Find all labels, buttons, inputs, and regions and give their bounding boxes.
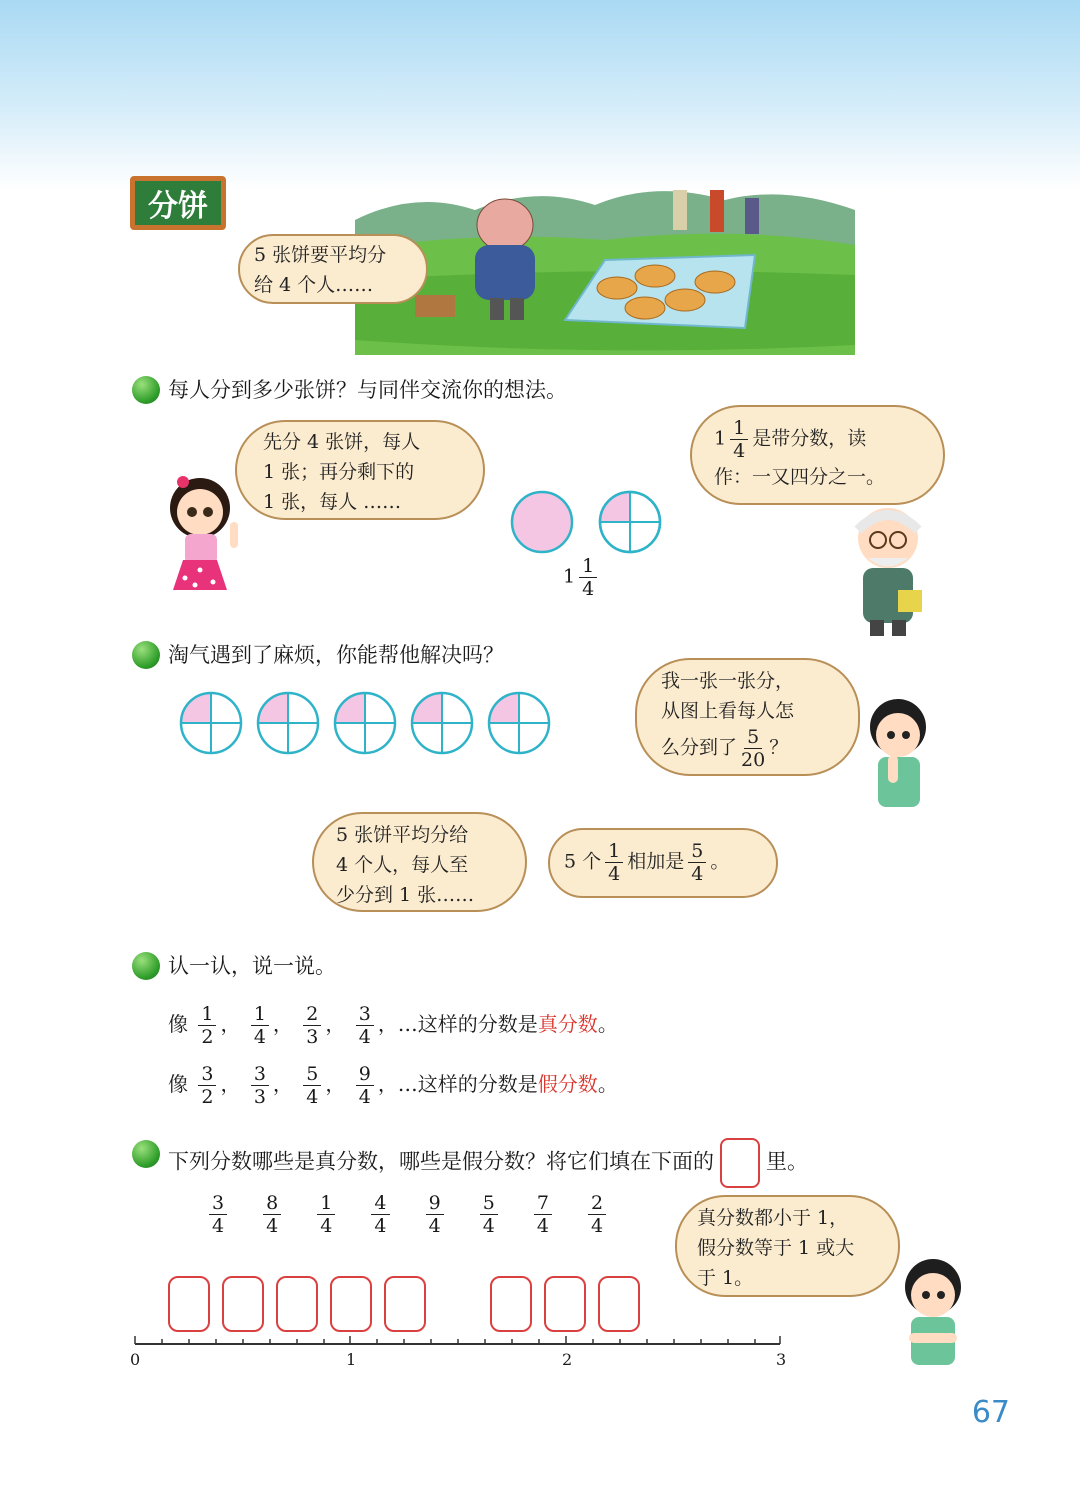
fraction-numerator: 7 [534,1192,552,1215]
fraction-numerator: 1 [198,1003,216,1026]
exercise-fraction-1 [209,1192,227,1237]
fraction-denominator: 4 [374,1215,387,1237]
fraction-denominator: 4 [733,440,746,462]
number-line-label-1: 1 [346,1350,357,1369]
fraction-denominator: 2 [201,1026,214,1048]
boy2-character [895,1255,975,1370]
mid-speech-bubble-right [548,828,778,898]
fraction-numerator: 1 [605,840,623,863]
improper-line-pre: 像 [168,1072,188,1096]
teacher-fraction [730,417,748,462]
improper-fraction-line: 像 $\frac{3}{2}$ ， $\frac{3}{3}$ ， $\frac{5}{4}$ ， $\frac{9}{4}$ ，…这样的分数是假分数。 [168,1063,618,1108]
boy-speech-line3-post: ？ [769,736,789,759]
mixed-fraction [579,555,597,600]
fraction-denominator: 4 [306,1086,319,1108]
mid-right-fraction-2 [688,840,706,885]
exercise-fraction-8 [588,1192,606,1237]
bullet-icon [132,376,160,404]
boy-speech-line1: 我一张一张分， [661,670,795,692]
proper-fraction-2 [251,1003,269,1048]
number-line-label-2: 2 [562,1350,573,1369]
fraction-denominator: 4 [482,1215,495,1237]
mid-left-line3: 少分到 1 张…… [336,884,475,906]
improper-fraction-4 [356,1063,374,1108]
fraction-numerator: 9 [356,1063,374,1086]
boy2-speech-line1: 真分数都小于 1， [697,1207,849,1229]
fraction-denominator: 3 [253,1086,266,1108]
answer-box-5[interactable] [384,1276,426,1332]
teacher-line1-rest: 是带分数，读 [752,427,867,450]
improper-fraction-3 [303,1063,321,1108]
fraction-numerator: 1 [730,417,748,440]
fraction-numerator: 8 [263,1192,281,1215]
answer-box-8[interactable] [598,1276,640,1332]
mid-right-mid: 相加是 [627,850,685,873]
fraction-denominator: 4 [536,1215,549,1237]
boy2-speech-bubble [675,1195,900,1297]
fraction-denominator: 4 [608,863,621,885]
boy2-speech-line2: 假分数等于 1 或大 [697,1237,855,1259]
exercise-fraction-2 [263,1192,281,1237]
story-illustration [355,180,855,355]
fraction-denominator: 4 [253,1026,266,1048]
fraction-numerator: 3 [251,1063,269,1086]
boy-fraction [741,726,765,771]
answer-box-7[interactable] [544,1276,586,1332]
proper-line-end: 。 [597,1012,618,1036]
exercise-fraction-3 [317,1192,335,1237]
fraction-denominator: 4 [691,863,704,885]
girl-speech-line2: 1 张；再分剩下的 [263,461,415,483]
teacher-character [838,500,938,640]
improper-fraction-2 [251,1063,269,1108]
bullet-icon [132,952,160,980]
answer-box-sample [720,1138,760,1188]
mid-right-fraction-1 [605,840,623,885]
fraction-numerator: 3 [198,1063,216,1086]
exercise-fractions [205,1192,610,1237]
improper-line-end: 。 [597,1072,618,1096]
improper-line-post: ，…这样的分数是 [377,1072,538,1096]
mid-right-pre: 5 个 [564,850,602,873]
proper-fraction-3 [303,1003,321,1048]
question-3: 认一认，说一说。 [168,954,336,978]
fraction-numerator: 5 [480,1192,498,1215]
boy-speech-line2: 从图上看每人怎 [661,700,795,722]
girl-speech-bubble [235,420,485,520]
fraction-numerator: 5 [744,726,762,749]
question-2: 淘气遇到了麻烦，你能帮他解决吗？ [168,643,504,667]
number-line [130,1334,790,1374]
fraction-denominator: 4 [358,1086,371,1108]
answer-box-4[interactable] [330,1276,372,1332]
boy-speech-bubble [635,658,860,776]
section-title: 分饼 [130,176,226,230]
girl-character [155,470,255,605]
fraction-numerator: 5 [688,840,706,863]
question-4-end: 里。 [766,1149,808,1174]
mixed-number-circles [508,488,663,556]
fraction-denominator: 2 [201,1086,214,1108]
number-line-label-3: 3 [776,1350,787,1369]
bullet-icon [132,641,160,669]
fraction-numerator: 9 [426,1192,444,1215]
sky-background [0,0,1080,190]
fraction-denominator: 4 [428,1215,441,1237]
exercise-fraction-6 [480,1192,498,1237]
proper-fraction-line: 像 $\frac{1}{2}$ ， $\frac{1}{4}$ ， $\frac{2}{3}$ ， $\frac{3}{4}$ ，…这样的分数是真分数。 [168,1003,618,1048]
mid-left-line1: 5 张饼平均分给 [336,824,469,846]
bullet-icon [132,1140,160,1168]
fraction-numerator: 4 [371,1192,389,1215]
boy2-speech-line3: 于 1。 [697,1267,754,1289]
fraction-numerator: 1 [317,1192,335,1215]
fraction-denominator: 4 [582,578,595,600]
question-4 [168,1138,808,1188]
proper-line-post: ，…这样的分数是 [377,1012,538,1036]
proper-fraction-term: 真分数 [537,1012,598,1036]
fraction-denominator: 4 [358,1026,371,1048]
pig-speech-bubble [238,234,428,304]
proper-fraction-4 [356,1003,374,1048]
exercise-fraction-4 [371,1192,389,1237]
fraction-denominator: 4 [320,1215,333,1237]
boy-character [860,695,940,815]
fraction-numerator: 3 [209,1192,227,1215]
pig-speech-line1: 5 张饼要平均分 [254,244,387,266]
fraction-denominator: 3 [306,1026,319,1048]
mid-speech-bubble-left [312,812,527,912]
exercise-fraction-7 [534,1192,552,1237]
answer-box-3[interactable] [276,1276,318,1332]
answer-box-2[interactable] [222,1276,264,1332]
teacher-line2: 作：一又四分之一。 [714,466,886,488]
girl-speech-line1: 先分 4 张饼，每人 [263,431,421,453]
number-line-label-0: 0 [130,1350,141,1369]
fraction-numerator: 3 [356,1003,374,1026]
fraction-denominator: 20 [741,749,766,771]
teacher-speech-bubble [690,405,945,505]
question-1: 每人分到多少张饼？与同伴交流你的想法。 [168,378,567,402]
answer-box-1[interactable] [168,1276,210,1332]
question-4-text: 下列分数哪些是真分数，哪些是假分数？将它们填在下面的 [168,1149,714,1174]
girl-speech-line3: 1 张，每人 …… [263,491,402,513]
fraction-numerator: 1 [251,1003,269,1026]
mixed-number-label [563,555,601,600]
fraction-denominator: 4 [266,1215,279,1237]
fraction-denominator: 4 [212,1215,225,1237]
mixed-whole: 1 [563,565,576,588]
fraction-numerator: 5 [303,1063,321,1086]
answer-box-6[interactable] [490,1276,532,1332]
proper-fraction-1 [198,1003,216,1048]
pig-speech-line2: 给 4 个人…… [254,274,374,296]
mid-right-post: 。 [710,850,730,873]
fraction-denominator: 4 [590,1215,604,1237]
mid-left-line2: 4 个人，每人至 [336,854,469,876]
improper-fraction-1 [198,1063,216,1108]
exercise-fraction-5 [426,1192,444,1237]
five-pies-quartered [176,690,556,756]
fraction-numerator: 1 [579,555,597,578]
boy-speech-line3-pre: 么分到了 [661,736,738,759]
fraction-numerator: 2 [303,1003,321,1026]
proper-line-pre: 像 [168,1012,188,1036]
page-number: 67 [971,1395,1010,1430]
teacher-whole: 1 [714,427,727,450]
improper-fraction-term: 假分数 [537,1072,598,1096]
fraction-numerator: 2 [588,1192,606,1215]
